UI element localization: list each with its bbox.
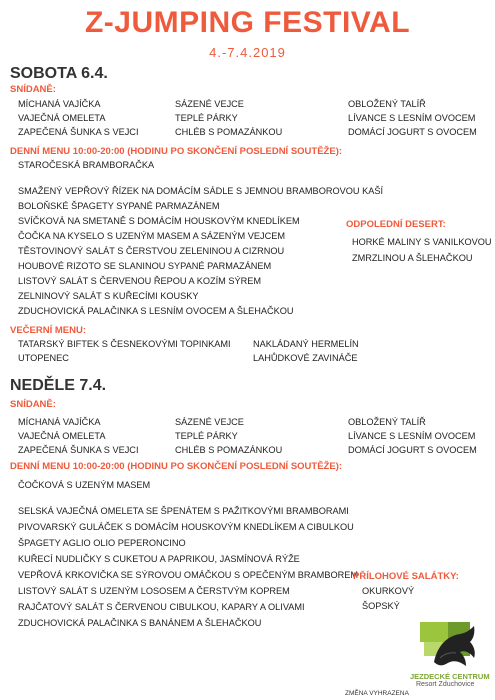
menu-item: SÁZENÉ VEJCE xyxy=(175,99,244,109)
menu-item: OBLOŽENÝ TALÍŘ xyxy=(348,99,426,109)
main-dish: ŠPAGETY AGLIO OLIO PEPERONCINO xyxy=(18,538,186,548)
menu-item: DOMÁCÍ JOGURT S OVOCEM xyxy=(348,127,477,137)
main-dish: LISTOVÝ SALÁT S UZENÝM LOSOSEM A ČERSTVÝM KOPREM xyxy=(18,586,290,596)
menu-item: ZAPEČENÁ ŠUNKA S VEJCI xyxy=(18,127,139,137)
logo-text-line1: JEZDECKÉ CENTRUM xyxy=(410,672,490,681)
menu-item: LÍVANCE S LESNÍM OVOCEM xyxy=(348,113,476,123)
daily-menu-label: DENNÍ MENU 10:00-20:00 (HODINU PO SKONČENÍ POSLEDNÍ SOUTĚŽE): xyxy=(10,461,343,472)
main-dish: TĚSTOVINOVÝ SALÁT S ČERSTVOU ZELENINOU A CIZRNOU xyxy=(18,246,285,256)
main-dish: ZELNINOVÝ SALÁT S KUŘECÍMI KOUSKY xyxy=(18,291,199,301)
soup-item: ČOČKOVÁ S UZENÝM MASEM xyxy=(18,480,151,490)
dessert-label: ODPOLEDNÍ DESERT: xyxy=(346,219,446,230)
main-dish: VEPŘOVÁ KRKOVIČKA SE SÝROVOU OMÁČKOU S OPEČENÝM BRAMBOREM xyxy=(18,570,359,580)
main-dish: SELSKÁ VAJEČNÁ OMELETA SE ŠPENÁTEM S PAŽITKOVÝMI BRAMBORAMI xyxy=(18,506,349,516)
breakfast-label: SNÍDANĚ: xyxy=(10,84,56,95)
festival-title: Z-JUMPING FESTIVAL xyxy=(84,6,411,39)
main-dish: ZDUCHOVICKÁ PALAČINKA S BANÁNEM A ŠLEHAČKOU xyxy=(18,618,262,628)
main-dish: ZDUCHOVICKÁ PALAČINKA S LESNÍM OVOCEM A ŠLEHAČKOU xyxy=(18,306,294,316)
main-dish: BOLOŇSKÉ ŠPAGETY SYPANÉ PARMAZÁNEM xyxy=(18,201,220,211)
menu-item: CHLÉB S POMAZÁNKOU xyxy=(175,127,283,137)
main-dish: SMAŽENÝ VEPŘOVÝ ŘÍZEK NA DOMÁCÍM SÁDLE S JEMNOU BRAMBOROVOU KAŠÍ xyxy=(18,186,384,196)
main-dish: HOUBOVÉ RIZOTO SE SLANINOU SYPANÉ PARMAZÁNEM xyxy=(18,261,272,271)
menu-item: VAJEČNÁ OMELETA xyxy=(18,113,106,123)
side-salad-item: ŠOPSKÝ xyxy=(362,601,400,611)
menu-item: MÍCHANÁ VAJÍČKA xyxy=(18,417,101,427)
main-dish: SVÍČKOVÁ NA SMETANĚ S DOMÁCÍM HOUSKOVÝM KNEDLÍKEM xyxy=(18,216,300,226)
menu-item: LÍVANCE S LESNÍM OVOCEM xyxy=(348,431,476,441)
dessert-item: ZMRZLINOU A ŠLEHAČKOU xyxy=(352,253,473,263)
main-dish: KUŘECÍ NUDLIČKY S CUKETOU A PAPRIKOU, JASMÍNOVÁ RÝŽE xyxy=(18,554,300,564)
menu-item: VAJEČNÁ OMELETA xyxy=(18,431,106,441)
menu-item: TEPLÉ PÁRKY xyxy=(175,113,238,123)
main-dish: LISTOVÝ SALÁT S ČERVENOU ŘEPOU A KOZÍM SÝREM xyxy=(18,276,262,286)
soup-item: STAROČESKÁ BRAMBORAČKA xyxy=(18,160,155,170)
footer-note: ZMĚNA VYHRAZENA xyxy=(345,690,409,697)
logo-text-line2: Resort Zduchovice xyxy=(416,681,475,688)
day-heading-sunday: NEDĚLE 7.4. xyxy=(10,377,107,394)
evening-item: TATARSKÝ BIFTEK S ČESNEKOVÝMI TOPINKAMI xyxy=(18,339,231,349)
evening-item: LAHŮDKOVÉ ZAVINÁČE xyxy=(253,353,358,363)
menu-item: SÁZENÉ VEJCE xyxy=(175,417,244,427)
menu-item: CHLÉB S POMAZÁNKOU xyxy=(175,445,283,455)
menu-item: ZAPEČENÁ ŠUNKA S VEJCI xyxy=(18,445,139,455)
evening-item: UTOPENEC xyxy=(18,353,69,363)
side-salads-label: PŘÍLOHOVÉ SALÁTKY: xyxy=(353,571,459,582)
main-dish: RAJČATOVÝ SALÁT S ČERVENOU CIBULKOU, KAPARY A OLIVAMI xyxy=(18,602,305,612)
menu-item: OBLOŽENÝ TALÍŘ xyxy=(348,417,426,427)
side-salad-item: OKURKOVÝ xyxy=(362,586,415,596)
main-dish: PIVOVARSKÝ GULÁČEK S DOMÁCÍM HOUSKOVÝM KNEDLÍKEM A CIBULKOU xyxy=(18,522,354,532)
jezdecke-centrum-logo xyxy=(404,622,486,670)
evening-item: NAKLÁDANÝ HERMELÍN xyxy=(253,339,359,349)
menu-item: TEPLÉ PÁRKY xyxy=(175,431,238,441)
dessert-item: HORKÉ MALINY S VANILKOVOU xyxy=(352,237,492,247)
evening-menu-label: VEČERNÍ MENU: xyxy=(10,325,87,336)
day-heading-saturday: SOBOTA 6.4. xyxy=(10,65,108,82)
festival-dates: 4.-7.4.2019 xyxy=(209,45,286,60)
menu-item: MÍCHANÁ VAJÍČKA xyxy=(18,99,101,109)
main-dish: ČOČKA NA KYSELO S UZENÝM MASEM A SÁZENÝM VEJCEM xyxy=(18,231,286,241)
breakfast-label: SNÍDANĚ: xyxy=(10,399,56,410)
menu-item: DOMÁCÍ JOGURT S OVOCEM xyxy=(348,445,477,455)
horse-logo-icon xyxy=(404,622,486,670)
daily-menu-label: DENNÍ MENU 10:00-20:00 (HODINU PO SKONČENÍ POSLEDNÍ SOUTĚŽE): xyxy=(10,146,343,157)
